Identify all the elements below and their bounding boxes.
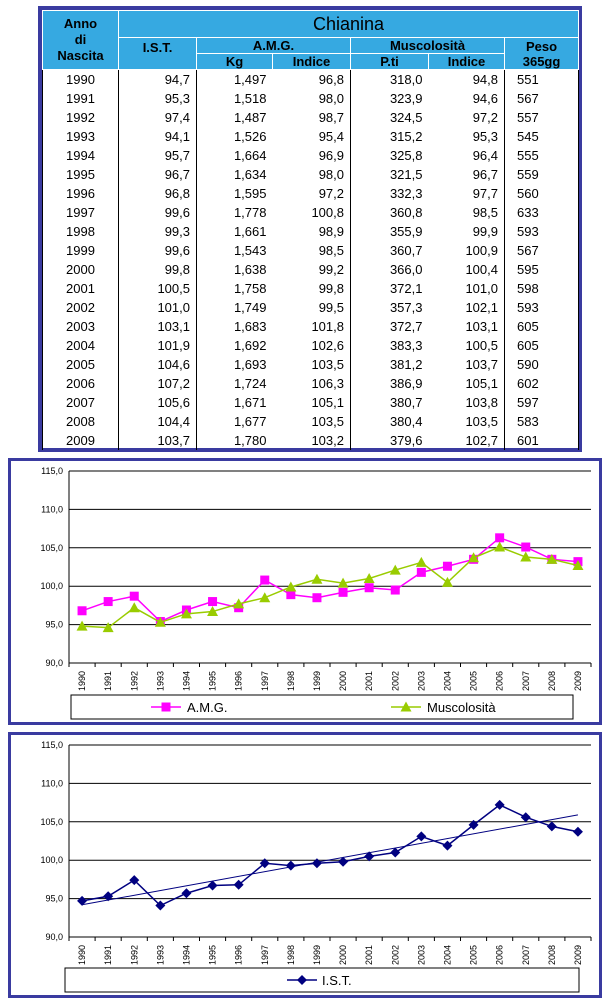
- cell-peso: 597: [505, 393, 579, 412]
- cell-amg-kg: 1,778: [197, 203, 273, 222]
- table-row: [43, 298, 579, 317]
- y-tick-label: 115,0: [41, 466, 63, 476]
- cell-musc-pti: 321,5: [351, 165, 429, 184]
- cell-ist: 99,6: [119, 203, 197, 222]
- cell-anno: 2005: [43, 355, 119, 374]
- header-anno: Anno di Nascita: [43, 11, 119, 70]
- x-tick-label: 2003: [416, 945, 427, 966]
- cell-peso: 545: [505, 127, 579, 146]
- cell-amg-kg: 1,526: [197, 127, 273, 146]
- data-point: [339, 588, 348, 597]
- cell-amg-indice: 99,2: [273, 260, 351, 279]
- cell-anno: 1998: [43, 222, 119, 241]
- header-amg-kg: Kg: [197, 54, 273, 70]
- cell-musc-indice: 102,7: [429, 431, 505, 450]
- x-tick-label: 1991: [103, 671, 114, 692]
- cell-peso: 633: [505, 203, 579, 222]
- cell-anno: 1997: [43, 203, 119, 222]
- cell-musc-pti: 386,9: [351, 374, 429, 393]
- cell-peso: 593: [505, 298, 579, 317]
- data-point: [208, 597, 217, 606]
- cell-musc-pti: 324,5: [351, 108, 429, 127]
- cell-anno: 2000: [43, 260, 119, 279]
- cell-musc-pti: 379,6: [351, 431, 429, 450]
- cell-musc-pti: 315,2: [351, 127, 429, 146]
- table-row: [43, 412, 579, 431]
- x-tick-label: 2001: [364, 671, 375, 692]
- cell-amg-indice: 101,8: [273, 317, 351, 336]
- cell-musc-pti: 355,9: [351, 222, 429, 241]
- x-tick-label: 2008: [546, 671, 557, 692]
- cell-musc-indice: 103,8: [429, 393, 505, 412]
- cell-amg-kg: 1,497: [197, 70, 273, 90]
- x-tick-label: 1998: [285, 671, 296, 692]
- data-table: [42, 10, 579, 450]
- cell-musc-indice: 101,0: [429, 279, 505, 298]
- data-point: [365, 583, 374, 592]
- x-tick-label: 2006: [494, 945, 505, 966]
- data-point: [443, 562, 452, 571]
- data-point: [312, 593, 321, 602]
- cell-amg-indice: 103,2: [273, 431, 351, 450]
- cell-ist: 103,7: [119, 431, 197, 450]
- cell-ist: 104,6: [119, 355, 197, 374]
- x-tick-label: 1990: [77, 671, 88, 692]
- cell-musc-pti: 360,8: [351, 203, 429, 222]
- cell-amg-indice: 97,2: [273, 184, 351, 203]
- cell-musc-indice: 94,8: [429, 70, 505, 90]
- table-row: [43, 279, 579, 298]
- table-row: [43, 70, 579, 90]
- cell-ist: 96,7: [119, 165, 197, 184]
- cell-amg-indice: 105,1: [273, 393, 351, 412]
- x-tick-label: 1993: [155, 945, 166, 966]
- cell-musc-indice: 102,1: [429, 298, 505, 317]
- cell-ist: 95,3: [119, 89, 197, 108]
- cell-amg-indice: 96,8: [273, 70, 351, 90]
- breed-title: Chianina: [119, 11, 579, 38]
- data-point: [494, 542, 505, 552]
- table-row: [43, 184, 579, 203]
- cell-ist: 104,4: [119, 412, 197, 431]
- x-tick-label: 2009: [572, 945, 583, 966]
- cell-peso: 595: [505, 260, 579, 279]
- cell-musc-pti: 318,0: [351, 70, 429, 90]
- cell-amg-indice: 103,5: [273, 412, 351, 431]
- cell-peso: 602: [505, 374, 579, 393]
- legend-marker: [162, 703, 171, 712]
- series-line: [82, 805, 578, 906]
- header-musc-pti: P.ti: [351, 54, 429, 70]
- header-amg: A.M.G.: [197, 38, 351, 54]
- cell-musc-indice: 103,7: [429, 355, 505, 374]
- table-row: [43, 203, 579, 222]
- data-point: [104, 597, 113, 606]
- cell-amg-kg: 1,664: [197, 146, 273, 165]
- cell-amg-indice: 98,0: [273, 89, 351, 108]
- x-tick-label: 2002: [390, 671, 401, 692]
- cell-musc-pti: 323,9: [351, 89, 429, 108]
- cell-musc-indice: 103,1: [429, 317, 505, 336]
- x-tick-label: 1997: [259, 671, 270, 692]
- cell-amg-indice: 99,8: [273, 279, 351, 298]
- x-tick-label: 2006: [494, 671, 505, 692]
- cell-musc-indice: 97,7: [429, 184, 505, 203]
- cell-amg-kg: 1,661: [197, 222, 273, 241]
- y-tick-label: 100,0: [40, 581, 63, 592]
- cell-amg-kg: 1,758: [197, 279, 273, 298]
- x-tick-label: 1991: [103, 945, 114, 966]
- table-row: [43, 431, 579, 450]
- x-tick-label: 1996: [233, 945, 244, 966]
- cell-musc-indice: 105,1: [429, 374, 505, 393]
- series-line: [82, 547, 578, 628]
- cell-ist: 99,3: [119, 222, 197, 241]
- y-tick-label: 90,0: [45, 658, 63, 668]
- header-muscolosita: Muscolosità: [351, 38, 505, 54]
- data-point: [521, 812, 531, 822]
- y-tick-label: 95,0: [45, 619, 63, 630]
- cell-amg-indice: 98,7: [273, 108, 351, 127]
- cell-ist: 100,5: [119, 279, 197, 298]
- chart-amg-muscolosita: [11, 461, 599, 722]
- cell-musc-pti: 332,3: [351, 184, 429, 203]
- cell-ist: 101,9: [119, 336, 197, 355]
- cell-peso: 583: [505, 412, 579, 431]
- data-table-panel: [38, 6, 582, 452]
- cell-musc-indice: 100,5: [429, 336, 505, 355]
- x-tick-label: 2005: [468, 945, 479, 966]
- cell-musc-pti: 372,7: [351, 317, 429, 336]
- header-amg-indice: Indice: [273, 54, 351, 70]
- cell-amg-indice: 106,3: [273, 374, 351, 393]
- data-point: [286, 861, 296, 871]
- data-point: [416, 831, 426, 841]
- cell-amg-kg: 1,749: [197, 298, 273, 317]
- table-row: [43, 355, 579, 374]
- x-tick-label: 1999: [311, 671, 322, 692]
- cell-musc-indice: 100,4: [429, 260, 505, 279]
- cell-peso: 559: [505, 165, 579, 184]
- cell-amg-indice: 98,9: [273, 222, 351, 241]
- table-row: [43, 374, 579, 393]
- data-point: [286, 590, 295, 599]
- cell-amg-kg: 1,724: [197, 374, 273, 393]
- cell-amg-indice: 100,8: [273, 203, 351, 222]
- cell-amg-kg: 1,683: [197, 317, 273, 336]
- cell-ist: 103,1: [119, 317, 197, 336]
- cell-anno: 2001: [43, 279, 119, 298]
- data-point: [416, 557, 427, 567]
- cell-peso: 605: [505, 317, 579, 336]
- data-point: [129, 602, 140, 612]
- cell-amg-indice: 98,0: [273, 165, 351, 184]
- cell-musc-indice: 97,2: [429, 108, 505, 127]
- y-tick-label: 100,0: [40, 855, 63, 866]
- data-point: [521, 543, 530, 552]
- header-musc-indice: Indice: [429, 54, 505, 70]
- x-tick-label: 2009: [572, 671, 583, 692]
- y-tick-label: 115,0: [41, 740, 63, 750]
- cell-anno: 1991: [43, 89, 119, 108]
- cell-musc-indice: 99,9: [429, 222, 505, 241]
- y-tick-label: 105,0: [40, 816, 63, 827]
- cell-amg-kg: 1,780: [197, 431, 273, 450]
- cell-anno: 2007: [43, 393, 119, 412]
- data-point: [260, 576, 269, 585]
- cell-amg-indice: 98,5: [273, 241, 351, 260]
- x-tick-label: 2007: [520, 671, 531, 692]
- cell-ist: 105,6: [119, 393, 197, 412]
- table-row: [43, 165, 579, 184]
- cell-amg-kg: 1,518: [197, 89, 273, 108]
- x-tick-label: 2005: [468, 671, 479, 692]
- cell-anno: 1996: [43, 184, 119, 203]
- cell-musc-pti: 372,1: [351, 279, 429, 298]
- cell-amg-kg: 1,595: [197, 184, 273, 203]
- chart-ist: [11, 735, 599, 995]
- cell-anno: 2004: [43, 336, 119, 355]
- header-peso: Peso 365gg: [505, 38, 579, 70]
- table-row: [43, 127, 579, 146]
- cell-amg-kg: 1,638: [197, 260, 273, 279]
- legend-label: I.S.T.: [322, 973, 352, 988]
- cell-anno: 1995: [43, 165, 119, 184]
- table-row: [43, 260, 579, 279]
- x-tick-label: 1994: [181, 945, 192, 966]
- cell-musc-pti: 381,2: [351, 355, 429, 374]
- cell-musc-indice: 100,9: [429, 241, 505, 260]
- cell-peso: 605: [505, 336, 579, 355]
- data-point: [181, 888, 191, 898]
- y-tick-label: 90,0: [45, 932, 63, 942]
- table-row: [43, 317, 579, 336]
- cell-amg-kg: 1,677: [197, 412, 273, 431]
- data-point: [391, 586, 400, 595]
- cell-ist: 94,1: [119, 127, 197, 146]
- cell-ist: 95,7: [119, 146, 197, 165]
- chart-amg-muscolosita-panel: [8, 458, 602, 725]
- data-point: [259, 592, 270, 602]
- x-tick-label: 1995: [207, 945, 218, 966]
- cell-anno: 1993: [43, 127, 119, 146]
- x-tick-label: 2004: [442, 671, 453, 692]
- cell-anno: 1999: [43, 241, 119, 260]
- cell-ist: 96,8: [119, 184, 197, 203]
- x-tick-label: 2004: [442, 945, 453, 966]
- x-tick-label: 1992: [129, 945, 140, 966]
- x-tick-label: 2002: [390, 945, 401, 966]
- x-tick-label: 2000: [338, 945, 349, 966]
- data-point: [78, 606, 87, 615]
- cell-musc-pti: 325,8: [351, 146, 429, 165]
- x-tick-label: 2000: [338, 671, 349, 692]
- table-row: [43, 336, 579, 355]
- cell-ist: 94,7: [119, 70, 197, 90]
- table-row: [43, 241, 579, 260]
- data-point: [573, 827, 583, 837]
- chart-ist-panel: [8, 732, 602, 998]
- x-tick-label: 2003: [416, 671, 427, 692]
- table-row: [43, 222, 579, 241]
- legend-box: [71, 695, 573, 719]
- x-tick-label: 1993: [155, 671, 166, 692]
- cell-musc-pti: 383,3: [351, 336, 429, 355]
- cell-anno: 2009: [43, 431, 119, 450]
- cell-amg-indice: 103,5: [273, 355, 351, 374]
- y-tick-label: 95,0: [45, 893, 63, 904]
- y-tick-label: 105,0: [40, 542, 63, 553]
- cell-anno: 2008: [43, 412, 119, 431]
- cell-anno: 2006: [43, 374, 119, 393]
- data-point: [417, 568, 426, 577]
- cell-musc-indice: 95,3: [429, 127, 505, 146]
- cell-ist: 97,4: [119, 108, 197, 127]
- cell-ist: 107,2: [119, 374, 197, 393]
- x-tick-label: 1990: [77, 945, 88, 966]
- cell-musc-indice: 98,5: [429, 203, 505, 222]
- cell-amg-kg: 1,692: [197, 336, 273, 355]
- x-tick-label: 1998: [285, 945, 296, 966]
- cell-anno: 2003: [43, 317, 119, 336]
- cell-peso: 567: [505, 89, 579, 108]
- cell-musc-pti: 380,7: [351, 393, 429, 412]
- legend-label: Muscolosità: [427, 700, 496, 715]
- header-ist: I.S.T.: [119, 38, 197, 70]
- cell-peso: 590: [505, 355, 579, 374]
- table-row: [43, 393, 579, 412]
- data-point: [520, 552, 531, 562]
- cell-amg-kg: 1,634: [197, 165, 273, 184]
- cell-anno: 1992: [43, 108, 119, 127]
- y-tick-label: 110,0: [41, 504, 63, 515]
- cell-amg-indice: 96,9: [273, 146, 351, 165]
- cell-amg-indice: 95,4: [273, 127, 351, 146]
- table-row: [43, 146, 579, 165]
- table-row: [43, 108, 579, 127]
- cell-amg-kg: 1,671: [197, 393, 273, 412]
- cell-anno: 2002: [43, 298, 119, 317]
- x-tick-label: 1996: [233, 671, 244, 692]
- cell-musc-indice: 96,4: [429, 146, 505, 165]
- data-point: [547, 821, 557, 831]
- cell-peso: 560: [505, 184, 579, 203]
- cell-musc-indice: 96,7: [429, 165, 505, 184]
- x-tick-label: 1995: [207, 671, 218, 692]
- cell-peso: 567: [505, 241, 579, 260]
- cell-peso: 555: [505, 146, 579, 165]
- cell-musc-pti: 366,0: [351, 260, 429, 279]
- cell-amg-indice: 102,6: [273, 336, 351, 355]
- cell-musc-indice: 103,5: [429, 412, 505, 431]
- table-row: [43, 89, 579, 108]
- cell-peso: 551: [505, 70, 579, 90]
- x-tick-label: 1997: [259, 945, 270, 966]
- x-tick-label: 2008: [546, 945, 557, 966]
- cell-ist: 99,6: [119, 241, 197, 260]
- cell-musc-indice: 94,6: [429, 89, 505, 108]
- cell-musc-pti: 360,7: [351, 241, 429, 260]
- cell-musc-pti: 380,4: [351, 412, 429, 431]
- cell-ist: 101,0: [119, 298, 197, 317]
- table-body: [43, 70, 579, 451]
- cell-anno: 1990: [43, 70, 119, 90]
- cell-musc-pti: 357,3: [351, 298, 429, 317]
- x-tick-label: 1999: [311, 945, 322, 966]
- cell-peso: 601: [505, 431, 579, 450]
- x-tick-label: 1992: [129, 671, 140, 692]
- y-tick-label: 110,0: [41, 778, 63, 789]
- x-tick-label: 2007: [520, 945, 531, 966]
- cell-amg-indice: 99,5: [273, 298, 351, 317]
- cell-amg-kg: 1,543: [197, 241, 273, 260]
- data-point: [311, 574, 322, 584]
- data-point: [495, 533, 504, 542]
- x-tick-label: 2001: [364, 945, 375, 966]
- cell-amg-kg: 1,487: [197, 108, 273, 127]
- cell-peso: 593: [505, 222, 579, 241]
- cell-ist: 99,8: [119, 260, 197, 279]
- cell-peso: 557: [505, 108, 579, 127]
- x-tick-label: 1994: [181, 671, 192, 692]
- cell-peso: 598: [505, 279, 579, 298]
- cell-anno: 1994: [43, 146, 119, 165]
- legend-label: A.M.G.: [187, 700, 228, 715]
- data-point: [130, 592, 139, 601]
- cell-amg-kg: 1,693: [197, 355, 273, 374]
